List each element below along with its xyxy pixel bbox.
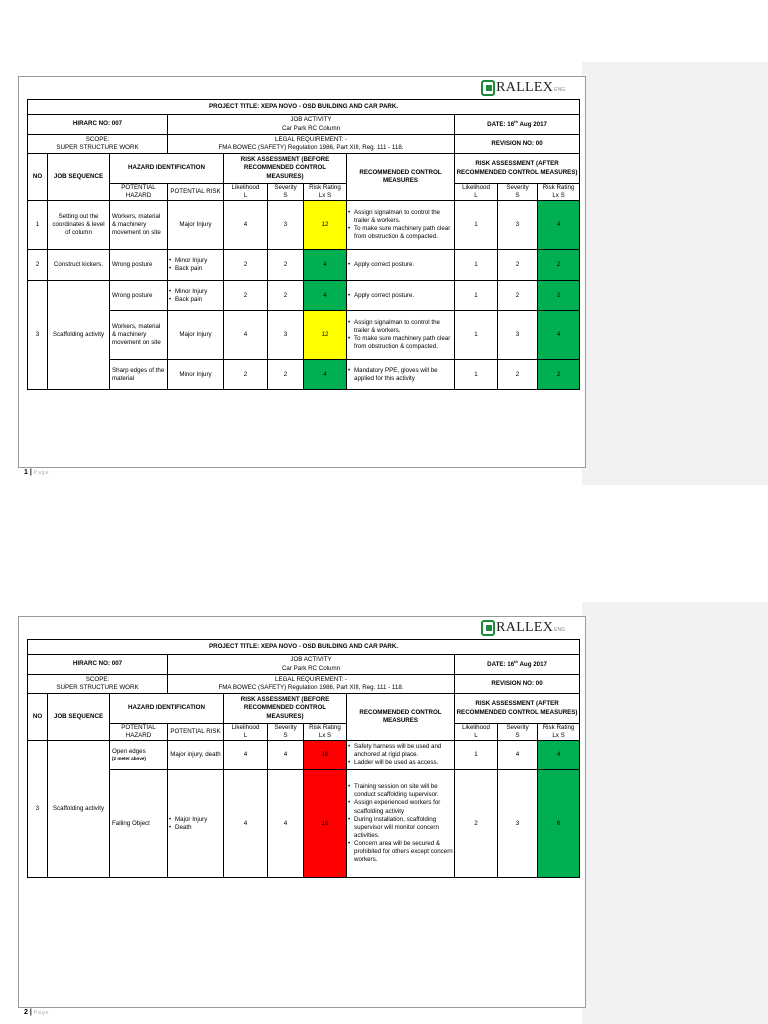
header-severity-symbol: S (283, 732, 288, 740)
control-measures (347, 250, 455, 281)
project-title: PROJECT TITLE: XEPA NOVO - OSD BUILDING AND CAR PARK. (28, 100, 580, 115)
risk-item: • Back pain (169, 296, 222, 304)
measure-item: • Ladder will be used as access. (348, 759, 453, 767)
scope (28, 135, 168, 154)
table-row (28, 281, 580, 311)
page-number: 2 (24, 1009, 28, 1016)
severity-before: 2 (268, 360, 304, 390)
table-row (28, 311, 580, 360)
header-risk-rating (304, 184, 347, 201)
table-row (28, 201, 580, 250)
potential-risk: Major Injury (168, 201, 224, 250)
potential-risk (168, 770, 224, 878)
likelihood-before: 4 (224, 770, 268, 878)
severity-after: 3 (498, 311, 538, 360)
potential-risk: Major injury, death (168, 741, 224, 770)
risk-item: • Major Injury (169, 816, 222, 824)
page-word: Page (33, 1010, 50, 1016)
document-page-1 (18, 76, 586, 468)
risk-rating-after: 4 (538, 201, 580, 250)
header-potential-risk: POTENTIAL RISK (168, 724, 224, 741)
logo-text: RALLEX (496, 80, 554, 95)
risk-rating-before: 4 (304, 360, 347, 390)
severity-after: 3 (498, 770, 538, 878)
hazard-note: (2 meter above) (112, 756, 146, 762)
header-likelihood-after-symbol: L (474, 732, 478, 740)
header-likelihood-after (455, 724, 498, 741)
likelihood-after: 1 (455, 201, 498, 250)
date-cell (455, 655, 580, 675)
job-sequence: Construct kickers. (48, 250, 110, 281)
header-severity-after-label: Severity (506, 184, 529, 191)
risk-rating-before: 12 (304, 201, 347, 250)
potential-hazard: Sharp edges of the material (110, 360, 168, 390)
header-potential-hazard: POTENTIAL HAZARD (110, 724, 168, 741)
logo-subtext: ENG (554, 87, 565, 93)
measure-item: • Training session on site will be conduct scaffolding supervisor. (348, 783, 453, 799)
header-likelihood-symbol: L (243, 732, 248, 740)
date-cell (455, 115, 580, 135)
header-risk-rating-after-label: Risk Rating (542, 184, 575, 191)
risk-rating-after: 4 (538, 311, 580, 360)
job-activity (168, 115, 455, 135)
table-row (28, 360, 580, 390)
severity-after: 3 (498, 201, 538, 250)
severity-before: 3 (268, 201, 304, 250)
control-measures (347, 741, 455, 770)
severity-after: 4 (498, 741, 538, 770)
legal-requirement (168, 675, 455, 694)
risk-rating-after: 2 (538, 281, 580, 311)
logo-text: RALLEX (496, 620, 554, 635)
risk-rating-after: 4 (538, 741, 580, 770)
severity-before: 3 (268, 311, 304, 360)
measures-list (348, 261, 453, 269)
header-recommended-measures: RECOMMENDED CONTROL MEASURES (347, 694, 455, 741)
measure-item: • To make sure machinery path clear from obstruction & compacted. (348, 335, 453, 351)
header-risk-rating-after-symbol: Lx S (552, 192, 565, 200)
scope-label: SCOPE: (85, 135, 110, 143)
risk-list (169, 288, 222, 304)
header-risk-rating-label: Risk Rating (309, 724, 341, 731)
hirarc-number: HIRARC NO: 007 (28, 655, 168, 675)
header-severity-after (498, 724, 538, 741)
date-label: DATE: 16 (487, 661, 515, 669)
job-sequence: Setting out the coordinates & level of column (48, 201, 110, 250)
control-measures (347, 311, 455, 360)
date-suffix: th (514, 659, 518, 665)
header-risk-rating (304, 724, 347, 741)
severity-before: 4 (268, 770, 304, 878)
potential-risk: Minor Injury (168, 360, 224, 390)
potential-risk (168, 250, 224, 281)
control-measures (347, 360, 455, 390)
header-ra-before: RISK ASSESSMENT (BEFORE RECOMMENDED CONTROL MEASURES) (224, 694, 347, 724)
date-rest: Aug 2017 (517, 121, 547, 129)
potential-hazard: Wrong posture (110, 250, 168, 281)
risk-assessment-table (27, 639, 580, 878)
header-job-sequence: JOB SEQUENCE (48, 154, 110, 201)
risk-list (169, 257, 222, 273)
risk-rating-after: 2 (538, 250, 580, 281)
company-logo (481, 79, 565, 97)
potential-hazard (110, 741, 168, 770)
header-hazard-identification: HAZARD IDENTIFICATION (110, 154, 224, 184)
project-title: PROJECT TITLE: XEPA NOVO - OSD BUILDING AND CAR PARK. (28, 640, 580, 655)
header-likelihood (224, 724, 268, 741)
header-ra-before: RISK ASSESSMENT (BEFORE RECOMMENDED CONTROL MEASURES) (224, 154, 347, 184)
header-severity-symbol: S (283, 192, 288, 200)
table-row (28, 250, 580, 281)
header-potential-risk: POTENTIAL RISK (168, 184, 224, 201)
scope-label: SCOPE: (85, 675, 110, 683)
date-suffix: th (514, 119, 518, 125)
likelihood-after: 1 (455, 311, 498, 360)
measure-item: • Mandatory PPE, gloves will be applied for this activity (348, 367, 453, 383)
potential-hazard: Workers, material & machinery movement on site (110, 201, 168, 250)
header-risk-rating-after (538, 724, 580, 741)
logo-subtext: ENG (554, 627, 565, 633)
revision-number: REVISION NO: 00 (455, 135, 580, 154)
potential-hazard: Workers, material & machinery movement on site (110, 311, 168, 360)
measure-item: • Apply correct posture. (348, 261, 453, 269)
risk-rating-before: 4 (304, 250, 347, 281)
header-ra-after: RISK ASSESSMENT (AFTER RECOMMENDED CONTROL MEASURES) (455, 694, 580, 724)
measures-list (348, 743, 453, 767)
measure-item: • To make sure machinery path clear from obstruction & compacted. (348, 225, 453, 241)
risk-assessment-table (27, 99, 580, 390)
measure-item: • Assign signalman to control the trailer & workers. (348, 209, 453, 225)
job-activity-label: JOB ACTIVITY (290, 116, 332, 124)
header-risk-rating-after (538, 184, 580, 201)
measures-list (348, 783, 453, 864)
header-risk-rating-after-label: Risk Rating (542, 724, 575, 731)
header-severity (268, 724, 304, 741)
header-hazard-identification: HAZARD IDENTIFICATION (110, 694, 224, 724)
risk-list (169, 816, 222, 832)
likelihood-after: 1 (455, 741, 498, 770)
severity-before: 2 (268, 250, 304, 281)
header-risk-rating-label: Risk Rating (309, 184, 341, 191)
page-footer-1: 1 | Page (24, 469, 50, 476)
date-rest: Aug 2017 (517, 661, 547, 669)
risk-rating-before: 4 (304, 281, 347, 311)
severity-before: 2 (268, 281, 304, 311)
hazard-text: Open edges (112, 748, 146, 756)
job-activity (168, 655, 455, 675)
risk-item: • Minor Injury (169, 257, 222, 265)
job-sequence: Scaffolding activity (48, 281, 110, 390)
logo-mark-icon (481, 620, 495, 636)
scope (28, 675, 168, 694)
header-risk-rating-symbol: Lx S (318, 732, 332, 740)
header-risk-rating-after-symbol: Lx S (552, 732, 565, 740)
risk-item: • Minor Injury (169, 288, 222, 296)
document-page-2 (18, 616, 586, 1008)
legal-label: LEGAL REQUIREMENT: - (275, 135, 347, 143)
job-activity-value: Car Park RC Column (281, 664, 341, 672)
header-potential-hazard: POTENTIAL HAZARD (110, 184, 168, 201)
header-likelihood-label: Likelihood (231, 724, 260, 731)
job-activity-label: JOB ACTIVITY (290, 656, 332, 664)
risk-rating-before: 16 (304, 741, 347, 770)
risk-rating-after: 6 (538, 770, 580, 878)
header-severity-after-label: Severity (506, 724, 529, 731)
header-severity-label: Severity (274, 724, 297, 731)
header-severity-after-symbol: S (515, 732, 520, 740)
header-ra-after: RISK ASSESSMENT (AFTER RECOMMENDED CONTROL MEASURES) (455, 154, 580, 184)
header-likelihood-after (455, 184, 498, 201)
measures-list (348, 319, 453, 351)
measure-item: • Concern area will be secured & prohibited for others except concern workers. (348, 840, 453, 864)
revision-number: REVISION NO: 00 (455, 675, 580, 694)
potential-risk (168, 281, 224, 311)
likelihood-after: 2 (455, 770, 498, 878)
likelihood-before: 4 (224, 741, 268, 770)
scope-value: SUPER STRUCTURE WORK (56, 144, 139, 151)
header-likelihood-after-label: Likelihood (462, 184, 490, 191)
header-no: NO (28, 154, 48, 201)
control-measures (347, 201, 455, 250)
header-risk-rating-symbol: Lx S (318, 192, 332, 200)
measures-list (348, 367, 453, 383)
potential-hazard: Wrong posture (110, 281, 168, 311)
legal-requirement (168, 135, 455, 154)
row-number: 3 (28, 281, 48, 390)
right-gray-panel-2 (582, 602, 768, 1024)
page-number: 1 (24, 469, 28, 476)
header-severity-after (498, 184, 538, 201)
page-footer-2: 2 | Page (24, 1009, 50, 1016)
scope-value: SUPER STRUCTURE WORK (56, 684, 139, 691)
header-likelihood-label: Likelihood (231, 184, 260, 191)
risk-rating-before: 12 (304, 311, 347, 360)
risk-item: • Back pain (169, 265, 222, 273)
likelihood-before: 4 (224, 201, 268, 250)
measures-list (348, 209, 453, 241)
header-likelihood (224, 184, 268, 201)
measure-item: • Apply correct posture. (348, 292, 453, 300)
header-likelihood-symbol: L (243, 192, 248, 200)
likelihood-after: 1 (455, 281, 498, 311)
header-severity (268, 184, 304, 201)
right-gray-panel-1 (582, 62, 768, 485)
date-label: DATE: 16 (487, 121, 515, 129)
hirarc-number: HIRARC NO: 007 (28, 115, 168, 135)
logo-mark-icon (481, 80, 495, 96)
job-sequence: Scaffolding activity (48, 741, 110, 878)
row-number: 2 (28, 250, 48, 281)
potential-hazard: Falling Object (110, 770, 168, 878)
severity-after: 2 (498, 360, 538, 390)
row-number: 1 (28, 201, 48, 250)
likelihood-after: 1 (455, 360, 498, 390)
control-measures (347, 770, 455, 878)
header-likelihood-after-label: Likelihood (462, 724, 490, 731)
likelihood-before: 4 (224, 311, 268, 360)
risk-rating-before: 16 (304, 770, 347, 878)
likelihood-after: 1 (455, 250, 498, 281)
job-activity-value: Car Park RC Column (281, 124, 341, 132)
table-row (28, 770, 580, 878)
header-no: NO (28, 694, 48, 741)
severity-after: 2 (498, 250, 538, 281)
header-likelihood-after-symbol: L (474, 192, 478, 200)
row-number: 3 (28, 741, 48, 878)
header-recommended-measures: RECOMMENDED CONTROL MEASURES (347, 154, 455, 201)
legal-value: FMA BOWEC (SAFETY) Regulation 1986, Part XIII, Reg. 111 - 118. (218, 144, 404, 151)
measure-item: • During installation, scaffolding supervisor will monitor concern activities. (348, 816, 453, 840)
risk-item: • Death (169, 824, 222, 832)
legal-label: LEGAL REQUIREMENT: - (275, 675, 347, 683)
measures-list (348, 292, 453, 300)
likelihood-before: 2 (224, 360, 268, 390)
severity-after: 2 (498, 281, 538, 311)
likelihood-before: 2 (224, 281, 268, 311)
table-row (28, 741, 580, 770)
control-measures (347, 281, 455, 311)
severity-before: 4 (268, 741, 304, 770)
measure-item: • Assign signalman to control the trailer & workers. (348, 319, 453, 335)
measure-item: • Assign experienced workers for scaffolding activity (348, 799, 453, 815)
page-word: Page (33, 470, 50, 476)
likelihood-before: 2 (224, 250, 268, 281)
header-job-sequence: JOB SEQUENCE (48, 694, 110, 741)
header-severity-label: Severity (274, 184, 297, 191)
potential-risk: Major Injury (168, 311, 224, 360)
risk-rating-after: 2 (538, 360, 580, 390)
header-severity-after-symbol: S (515, 192, 520, 200)
legal-value: FMA BOWEC (SAFETY) Regulation 1986, Part XIII, Reg. 111 - 118. (218, 684, 404, 691)
company-logo (481, 619, 565, 637)
measure-item: • Safety harness will be used and anchored at rigid place. (348, 743, 453, 759)
